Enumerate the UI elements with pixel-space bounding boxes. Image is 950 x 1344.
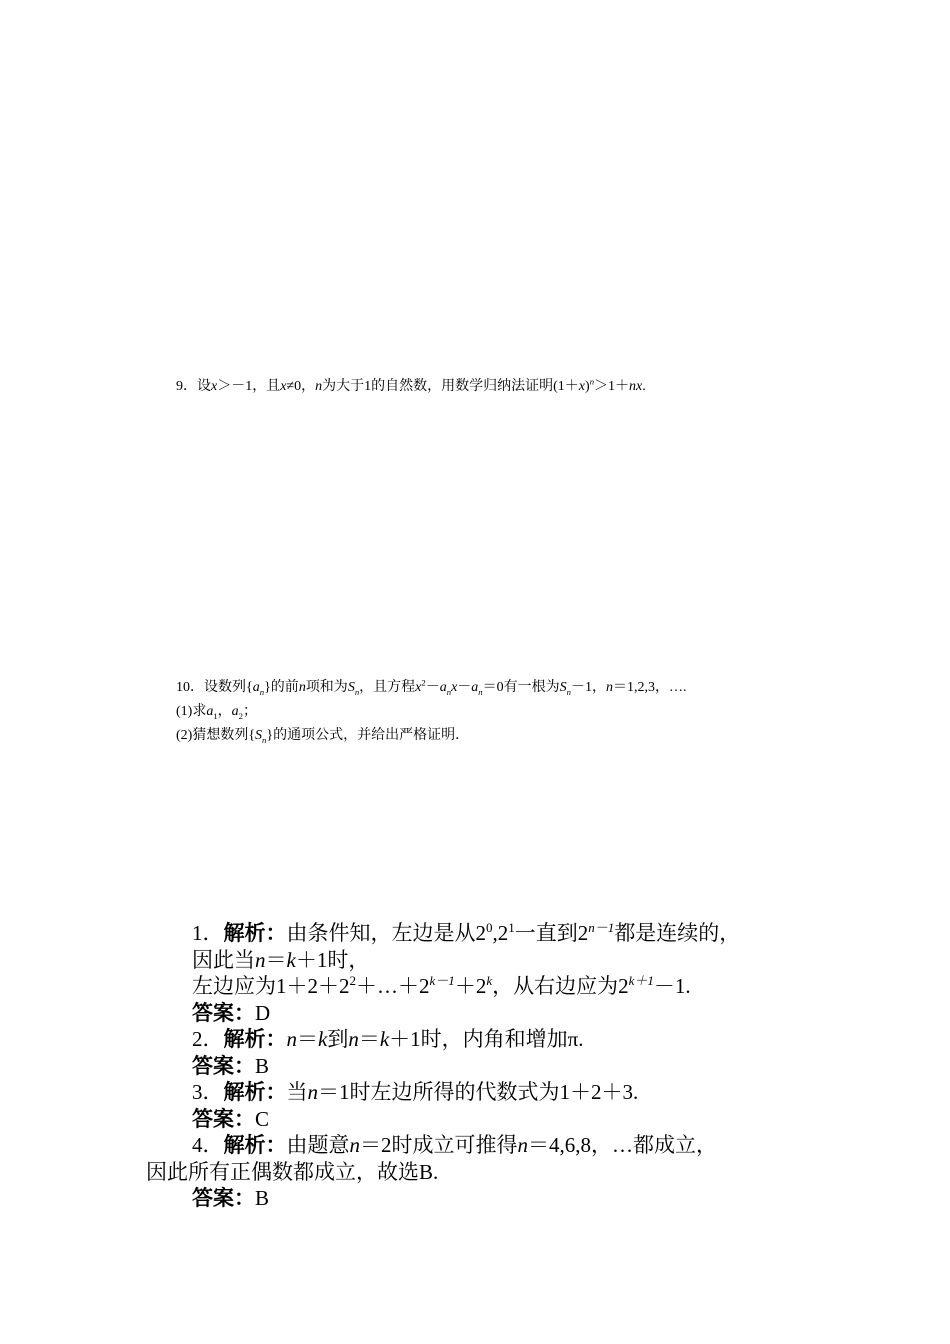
var-x: x: [280, 379, 287, 394]
answer-text: －1.: [653, 974, 691, 998]
var-a: a: [252, 680, 260, 695]
answer-number: 1．: [192, 921, 224, 945]
var-S: S: [347, 680, 355, 695]
subscript-n: n: [478, 686, 483, 697]
q9-text: 为大于1的自然数，用数学归纳法证明(1＋: [322, 379, 579, 394]
exponent: k: [486, 973, 493, 988]
q10-text: ＝0有一根为: [482, 680, 560, 695]
var-x: x: [415, 680, 422, 695]
q10-text: }的通项公式，并给出严格证明．: [266, 728, 470, 743]
question-9: [176, 377, 646, 397]
answer-1-line-1: [146, 920, 740, 947]
q10-line-2: [176, 700, 686, 724]
answer-text: 因此当: [192, 947, 255, 972]
q10-text: ；: [243, 704, 258, 719]
q10-text: ＝1,2,3，….: [612, 680, 687, 695]
var-k: k: [318, 1027, 328, 1051]
var-a: a: [439, 680, 447, 695]
answer-text: ＝: [297, 1027, 318, 1051]
q10-text: －: [457, 680, 472, 695]
var-n: n: [255, 947, 266, 972]
answer-1-result: [146, 1000, 740, 1027]
answer-text: 左边应为1＋2＋2: [192, 974, 350, 998]
var-a: a: [471, 680, 479, 695]
answer-text: ＝: [358, 1027, 380, 1051]
var-a: a: [206, 704, 214, 719]
var-n: n: [298, 680, 306, 695]
subscript-n: n: [262, 734, 267, 745]
q10-line-1: [176, 676, 686, 700]
answer-text: ＝1时左边所得的代数式为1＋2＋3.: [318, 1080, 639, 1104]
answer-number: 2．: [192, 1027, 224, 1051]
q10-text: }的前: [264, 680, 299, 695]
var-k: k: [379, 1027, 390, 1051]
answer-text: ，从右边应为2: [492, 974, 629, 998]
answer-2-line-1: [146, 1026, 740, 1053]
q10-line-3: [176, 724, 686, 748]
var-n: n: [315, 379, 323, 394]
answer-text: ＋…＋2: [356, 974, 430, 998]
answer-3-line-1: [146, 1079, 740, 1106]
exponent-n: n: [589, 376, 595, 387]
answer-text: ,2: [492, 921, 509, 945]
answer-text: 当: [286, 1080, 308, 1104]
answer-4-line-2: [146, 1159, 740, 1186]
exponent-2: 2: [421, 677, 426, 688]
answer-text: ＋1时，内角和增加π.: [389, 1027, 584, 1051]
q9-text: .: [642, 379, 646, 394]
var-n: n: [517, 1133, 528, 1157]
var-x: x: [211, 379, 218, 394]
q10-text: (2)猜想数列{: [176, 728, 256, 743]
answer-text: 由条件知，左边是从2: [286, 921, 486, 945]
answer-text: ＋1时，: [295, 947, 370, 972]
subscript-n: n: [259, 686, 265, 697]
q9-text: ): [585, 379, 590, 394]
var-k: k: [286, 947, 296, 972]
answer-text: ＝2时成立可推得: [360, 1133, 518, 1157]
analysis-label: 解析：: [223, 1133, 287, 1157]
subscript-n: n: [354, 686, 360, 697]
q10-text: －1，: [570, 680, 606, 695]
var-n: n: [307, 1080, 318, 1104]
var-S: S: [559, 680, 567, 695]
subscript-n: n: [446, 686, 452, 697]
answer-4-line-1: [146, 1132, 740, 1159]
analysis-label: 解析：: [223, 1080, 287, 1104]
answer-text: ＝: [265, 947, 287, 972]
answer-text: 都是连续的，: [614, 921, 741, 945]
answer-choice: C: [255, 1106, 270, 1131]
answer-text: 由题意: [286, 1133, 350, 1157]
q10-text: 项和为: [305, 680, 348, 695]
q9-text: ＞－1，且: [217, 379, 281, 394]
exponent: n－1: [588, 920, 615, 935]
var-a: a: [231, 704, 239, 719]
q10-text: ，: [217, 704, 232, 719]
answer-choice: D: [255, 1000, 271, 1025]
answer-label: 答案：: [192, 1053, 255, 1078]
answer-label: 答案：: [192, 1000, 255, 1025]
answer-1-line-3: [146, 973, 740, 1000]
answer-choice: B: [255, 1186, 270, 1210]
q10-text: ，且方程: [359, 680, 416, 695]
q10-text: 设数列{: [204, 680, 253, 695]
answer-number: 3．: [192, 1080, 224, 1104]
answer-1-line-2: [146, 947, 740, 974]
question-number: 9．: [176, 379, 197, 394]
q10-text: (1)求: [176, 704, 207, 719]
answer-text: ＋2: [454, 974, 487, 998]
analysis-label: 解析：: [223, 1027, 287, 1051]
answer-3-result: [146, 1106, 740, 1133]
analysis-label: 解析：: [223, 921, 287, 945]
answer-section: [146, 920, 740, 1212]
q9-text: ＞1＋: [594, 379, 630, 394]
var-nx: nx: [629, 379, 643, 394]
var-n: n: [348, 1027, 359, 1051]
subscript-2: 2: [238, 710, 244, 721]
exponent: 0: [486, 920, 493, 935]
answer-2-result: [146, 1053, 740, 1080]
answer-number: 4．: [192, 1133, 224, 1157]
var-n: n: [286, 1027, 297, 1051]
exponent: k－1: [429, 973, 455, 988]
answer-label: 答案：: [192, 1106, 255, 1131]
subscript-n: n: [566, 686, 571, 697]
answer-choice: B: [255, 1053, 270, 1078]
answer-text: ＝4,6,8，…都成立，: [528, 1133, 717, 1157]
exponent: 2: [349, 973, 357, 988]
exponent: 1: [508, 920, 515, 935]
question-number: 10．: [176, 680, 204, 695]
q9-text: 设: [197, 379, 211, 394]
var-n: n: [605, 680, 613, 695]
var-x: x: [451, 680, 458, 695]
answer-text: 一直到2: [514, 921, 589, 945]
answer-text: 到: [327, 1027, 349, 1051]
q10-text: －: [425, 680, 440, 695]
answer-text: 因此所有正偶数都成立，故选B.: [146, 1159, 439, 1184]
question-10: [176, 676, 686, 748]
answer-label: 答案：: [192, 1186, 255, 1210]
q9-text: ≠0，: [286, 379, 316, 394]
var-x: x: [578, 379, 586, 394]
subscript-1: 1: [213, 710, 218, 721]
var-n: n: [349, 1133, 360, 1157]
var-S: S: [255, 728, 263, 743]
answer-4-result: [146, 1185, 740, 1212]
exponent: k＋1: [628, 973, 654, 988]
